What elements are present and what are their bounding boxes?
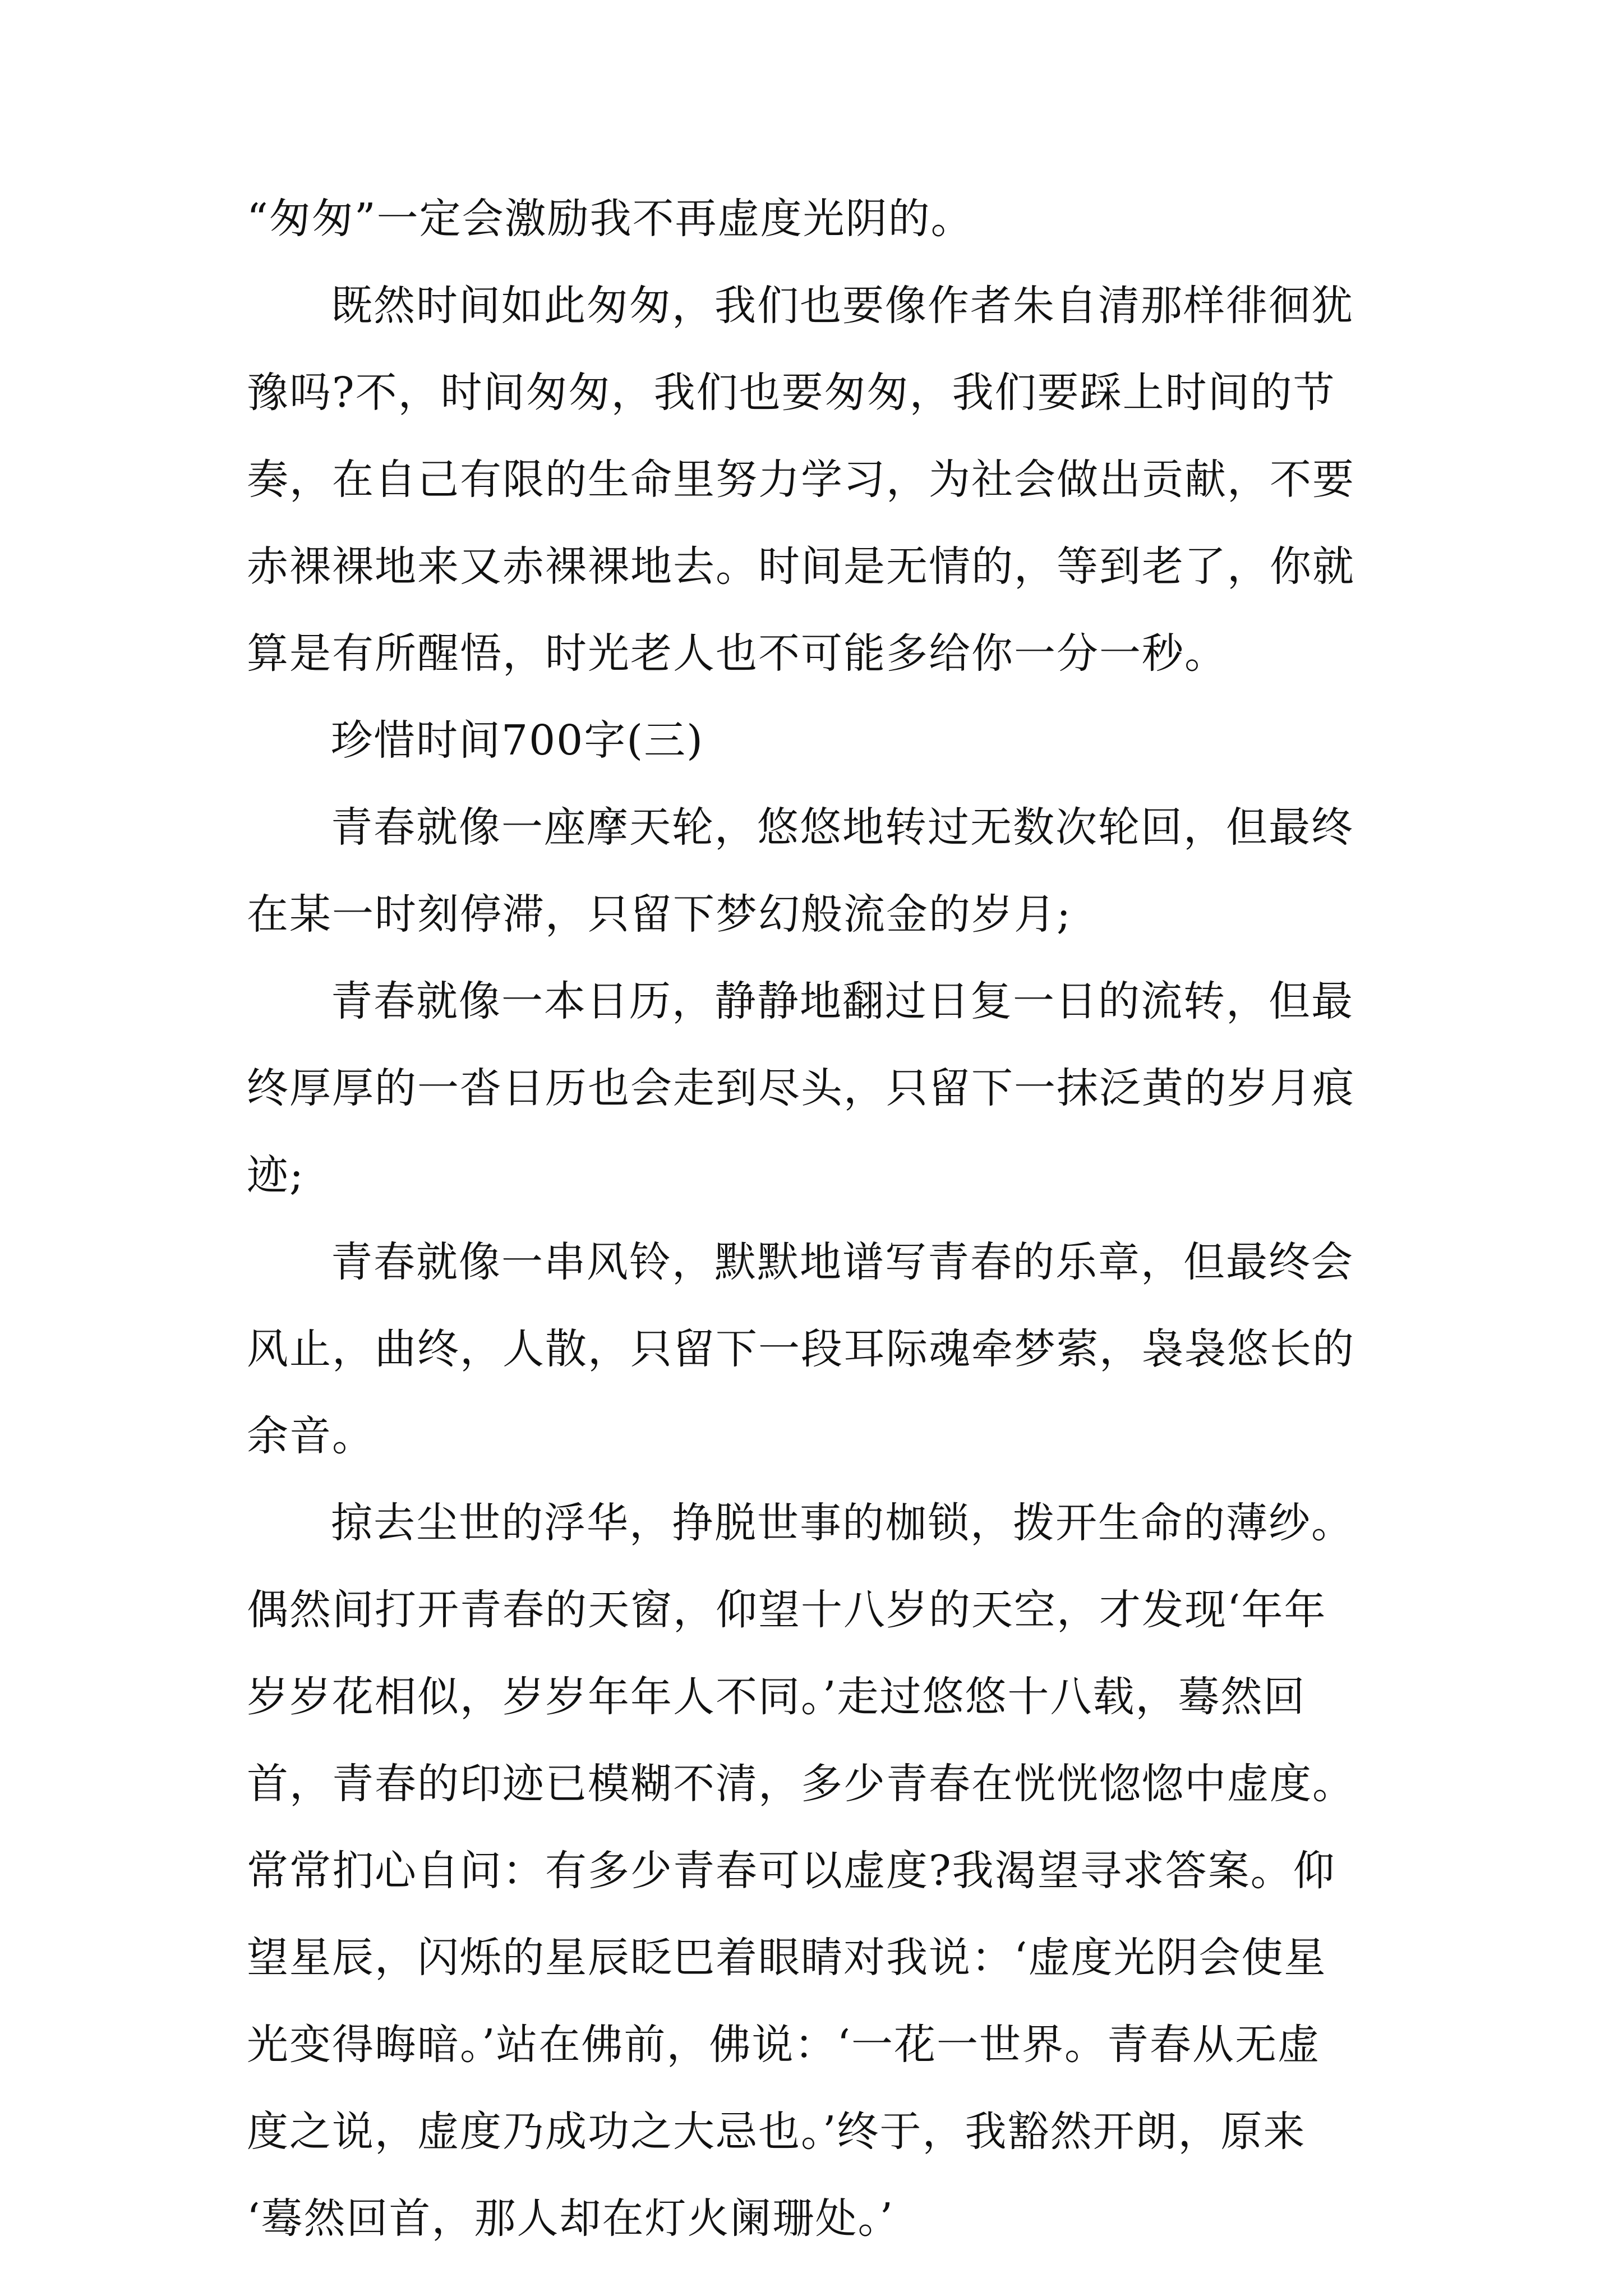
text-line: 岁岁花相似，岁岁年年人不同。’走过悠悠十八载，蓦然回: [247, 1673, 1306, 1721]
text-line: ‘蓦然回首，那人却在灯火阑珊处。’: [247, 2194, 895, 2243]
text-line: 终厚厚的一沓日历也会走到尽头，只留下一抹泛黄的岁月痕: [247, 1064, 1355, 1112]
text-line: 在某一时刻停滞，只留下梦幻般流金的岁月;: [247, 890, 1072, 938]
text-line: 风止，曲终，人散，只留下一段耳际魂牵梦萦，袅袅悠长的: [247, 1325, 1355, 1373]
text-line: “匆匆”一定会激励我不再虚度光阴的。: [247, 195, 974, 243]
text-line: 既然时间如此匆匆，我们也要像作者朱自清那样徘徊犹: [331, 282, 1354, 330]
text-line: 奏，在自己有限的生命里努力学习，为社会做出贡献，不要: [247, 455, 1355, 504]
text-line: 青春就像一本日历，静静地翻过日复一日的流转，但最: [331, 977, 1354, 1025]
text-line: 光变得晦暗。’站在佛前，佛说：‘一花一世界。青春从无虚: [247, 2021, 1321, 2069]
text-line: 余音。: [247, 1412, 375, 1460]
text-line: 望星辰，闪烁的星辰眨巴着眼睛对我说：‘虚度光阴会使星: [247, 1934, 1327, 1982]
text-line: 豫吗?不，时间匆匆，我们也要匆匆，我们要踩上时间的节: [247, 369, 1336, 417]
text-line: 赤裸裸地来又赤裸裸地去。时间是无情的，等到老了，你就: [247, 542, 1355, 591]
text-line: 掠去尘世的浮华，挣脱世事的枷锁，拨开生命的薄纱。: [331, 1499, 1354, 1547]
text-line: 算是有所醒悟，时光老人也不可能多给你一分一秒。: [247, 629, 1227, 678]
text-line: 常常扪心自问：有多少青春可以虚度?我渴望寻求答案。仰: [247, 1847, 1336, 1895]
text-line: 青春就像一座摩天轮，悠悠地转过无数次轮回，但最终: [331, 803, 1354, 852]
text-line: 偶然间打开青春的天窗，仰望十八岁的天空，才发现‘年年: [247, 1586, 1327, 1634]
text-line: 度之说，虚度乃成功之大忌也。’终于，我豁然开朗，原来: [247, 2108, 1306, 2156]
text-line: 青春就像一串风铃，默默地谱写青春的乐章，但最终会: [331, 1238, 1354, 1286]
section-heading: 珍惜时间700字(三): [331, 716, 704, 765]
text-line: 首，青春的印迹已模糊不清，多少青春在恍恍惚惚中虚度。: [247, 1760, 1355, 1808]
text-line: 迹;: [247, 1151, 305, 1199]
